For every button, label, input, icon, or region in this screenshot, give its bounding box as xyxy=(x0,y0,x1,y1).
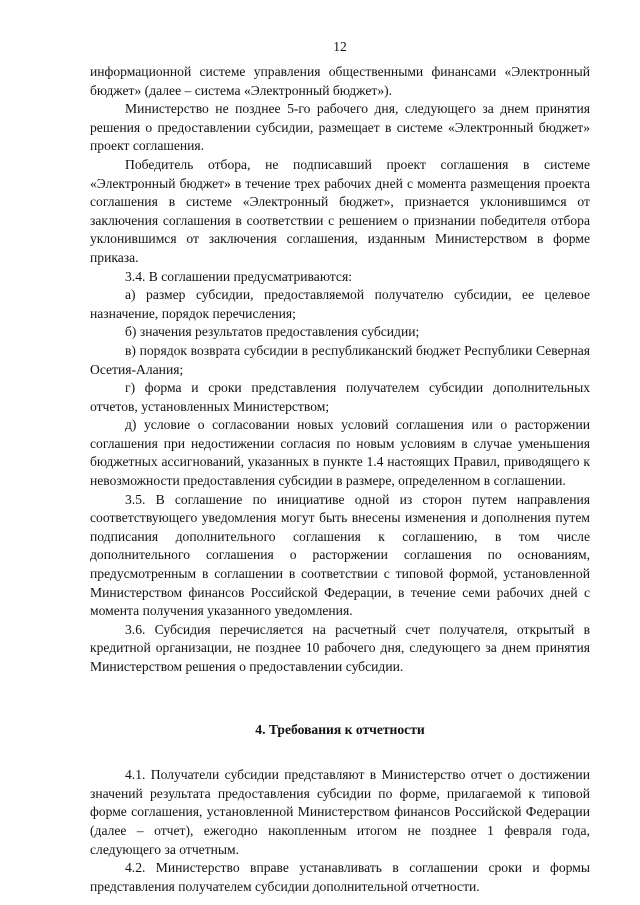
paragraph-3-5: 3.5. В соглашение по инициативе одной из сторон путем направления соответствующего уведомления могут быть внесены изменения и дополнения путем подписания дополнительного соглашения к соглашению, в том числе дополнительного соглашения о расторжении соглашения по основаниям, предусмотренным в соглашении в соответствии с типовой формой, установленной Министерством финансов Российской Федерации, в течение семи рабочих дней с момента получения указанного уведомления. xyxy=(90,491,590,619)
paragraph-winner-evasion: Победитель отбора, не подписавший проект соглашения в системе «Электронный бюджет» в течение трех рабочих дней с момента размещения проекта соглашения в системе «Электронный бюджет», признается уклонившимся от заключения соглашения в соответствии с решением о признании победителя отбора уклонившимся от заключения соглашения, изданным Министерством в форме приказа. xyxy=(90,156,590,265)
document-page xyxy=(90,38,590,896)
paragraph-3-6: 3.6. Субсидия перечисляется на расчетный счет получателя, открытый в кредитной организации, не позднее 10 рабочего дня, следующего за днем принятия Министерством решения о предоставлении субсидии. xyxy=(90,621,590,674)
section-spacer xyxy=(90,677,590,721)
heading-spacer xyxy=(90,739,590,766)
list-item-a: а) размер субсидии, предоставляемой получателю субсидии, ее целевое назначение, порядок перечисления; xyxy=(90,287,590,321)
paragraph-system-name: информационной системе управления общественными финансами «Электронный бюджет» (далее – система «Электронный бюджет»). xyxy=(90,64,590,98)
paragraph-4-1: 4.1. Получатели субсидии представляют в Министерство отчет о достижении значений результата предоставления субсидии по форме, прилагаемой к типовой форме соглашения, установленной Министерством финансов Российской Федерации (далее – отчет), ежегодно накопленным итогом не позднее 1 февраля года, следующего за отчетным. xyxy=(90,767,590,857)
list-item-v: в) порядок возврата субсидии в республиканский бюджет Республики Северная Осетия-Алания; xyxy=(90,342,590,377)
list-item-d: д) условие о согласовании новых условий соглашения или о расторжении соглашения при недостижении согласия по новым условиям в случае уменьшения бюджетных ассигнований, указанных в пункте 1.4 настоящих Правил, приводящего к невозможности предоставления субсидии в размере, определенном в соглашении. xyxy=(90,417,590,489)
paragraph-4-2: 4.2. Министерство вправе устанавливать в соглашении сроки и формы представления получателем субсидии дополнительной отчетности. xyxy=(90,860,590,894)
page-number: 12 xyxy=(333,39,347,54)
section-heading: 4. Требования к отчетности xyxy=(255,721,425,737)
paragraph-ministry-deadline: Министерство не позднее 5-го рабочего дня, следующего за днем принятия решения о предоставлении субсидии, размещает в системе «Электронный бюджет» проект соглашения. xyxy=(90,101,590,154)
paragraph-3-4-intro: 3.4. В соглашении предусматриваются: xyxy=(125,268,352,284)
list-item-b: б) значения результатов предоставления субсидии; xyxy=(125,324,420,340)
list-item-g: г) форма и сроки представления получателем субсидии дополнительных отчетов, установленных Министерством; xyxy=(90,380,590,414)
